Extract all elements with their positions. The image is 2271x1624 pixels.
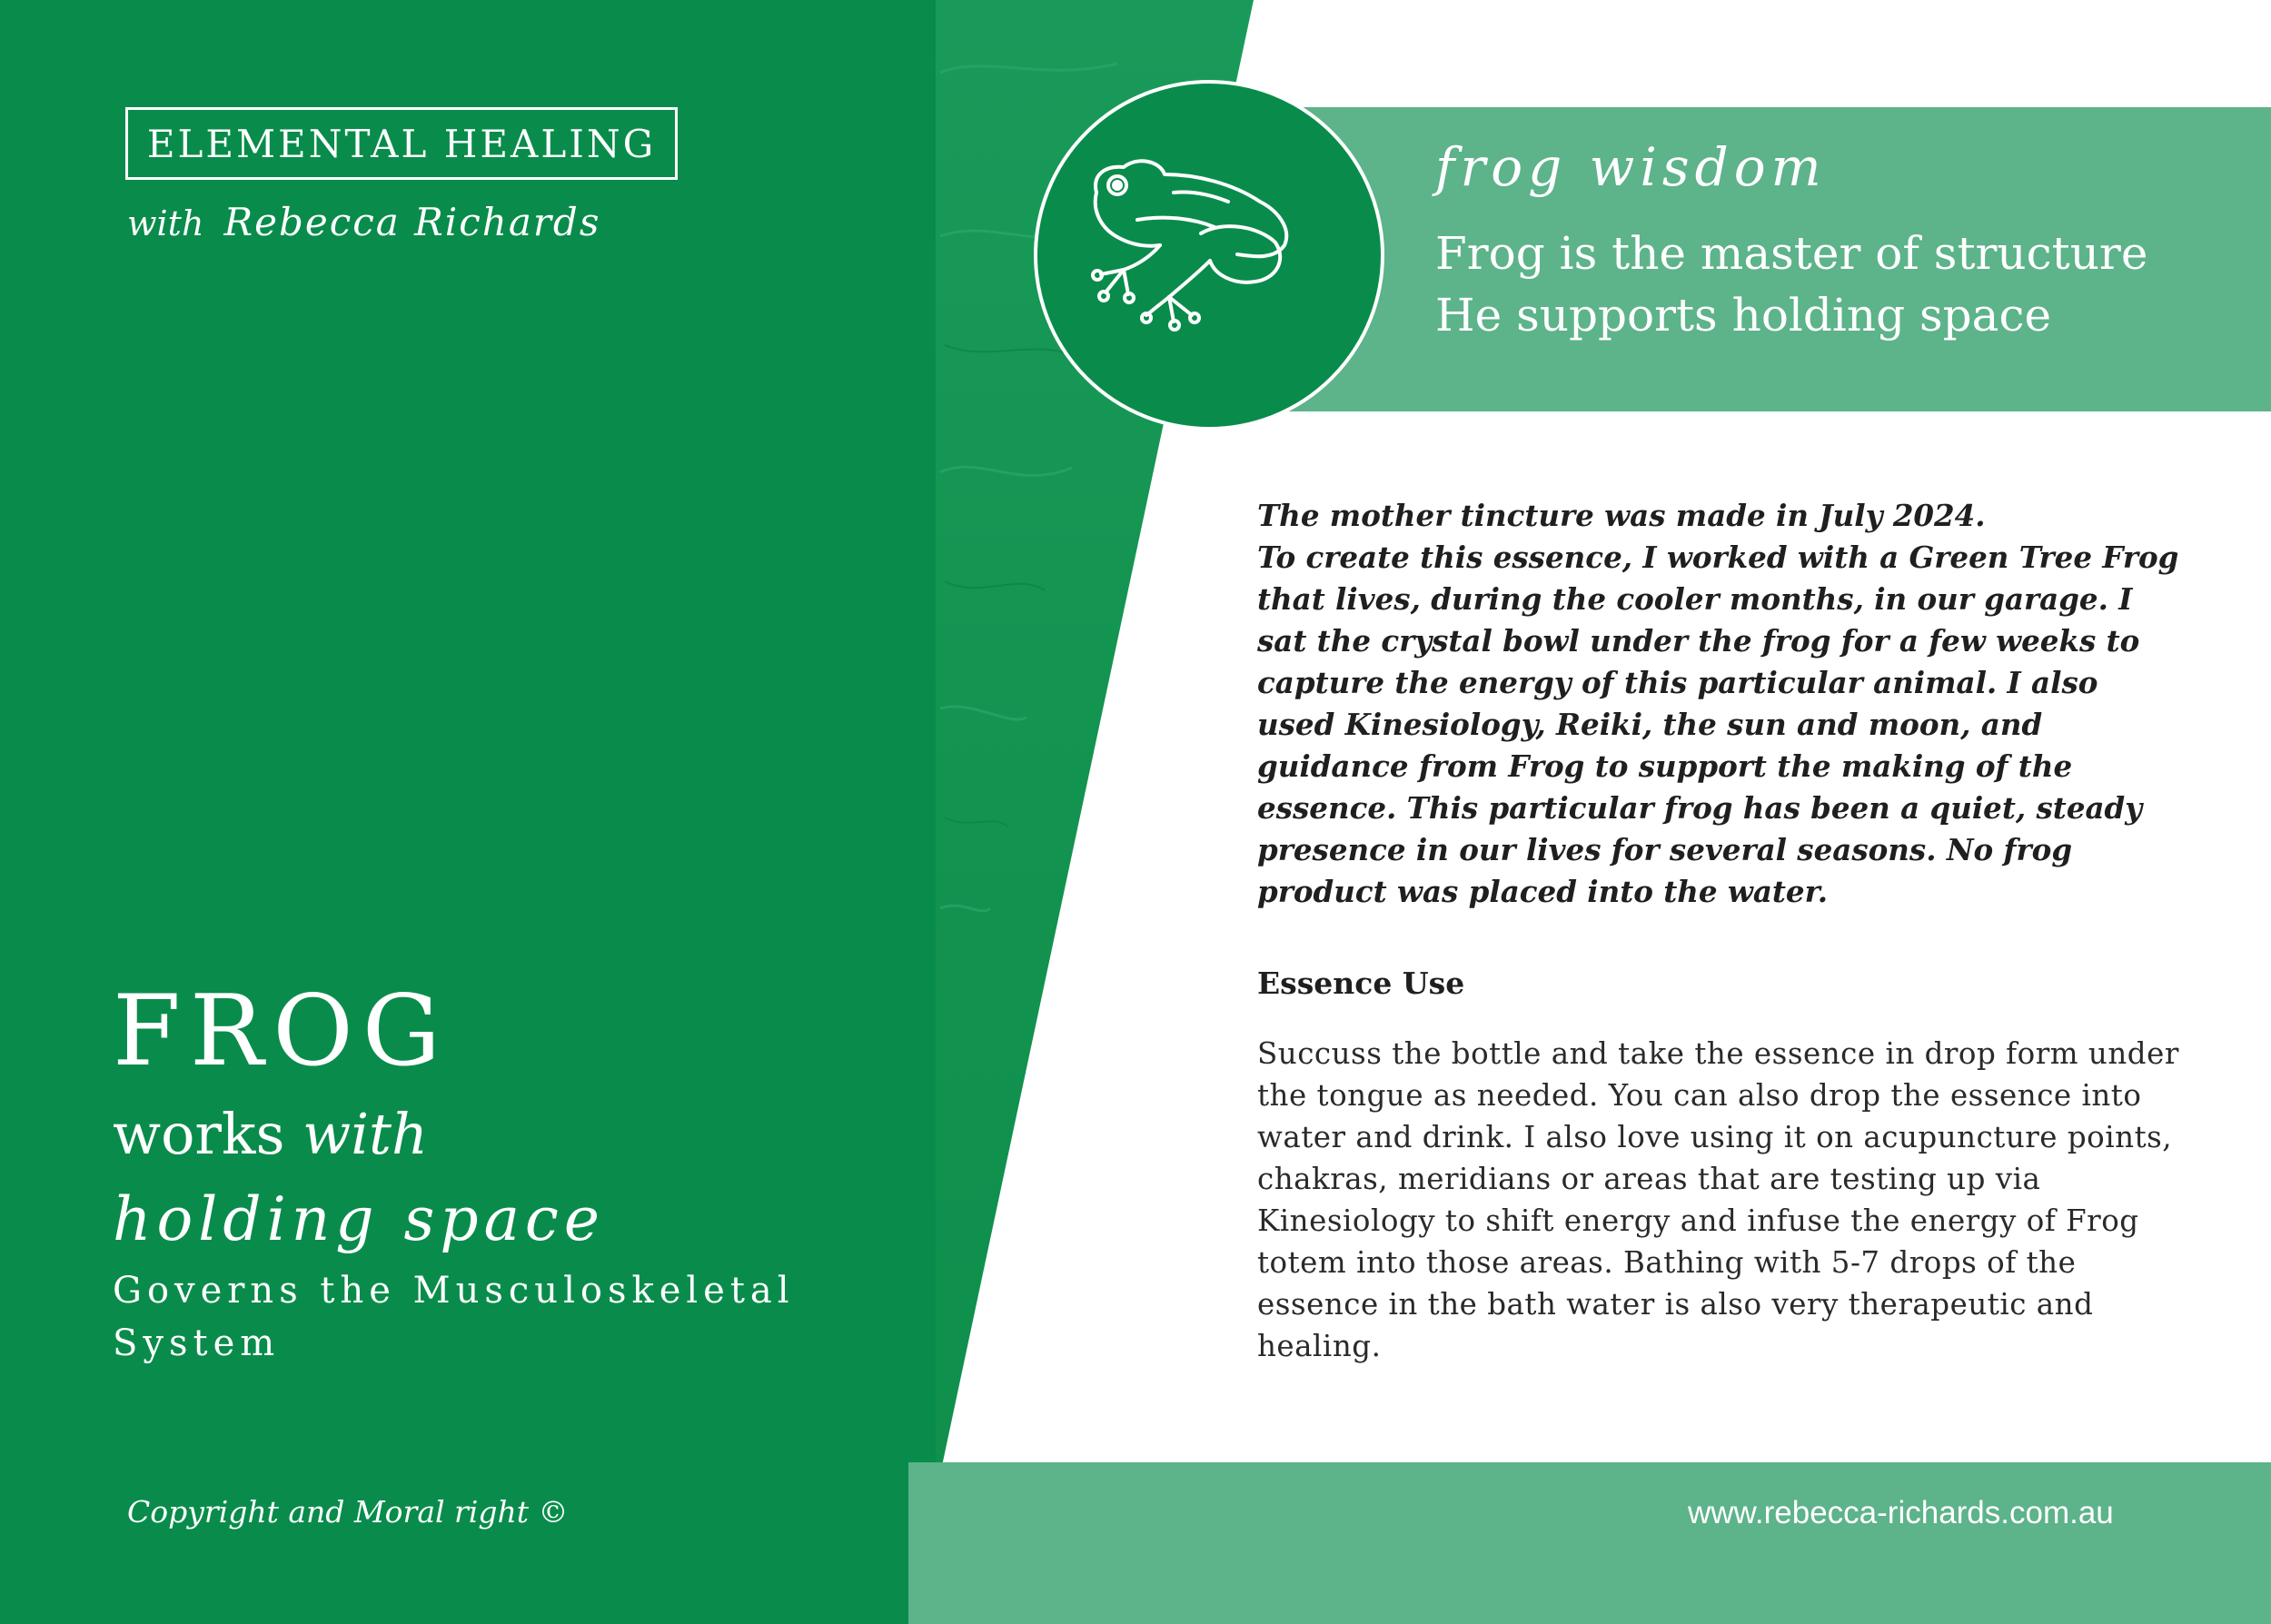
works-with-line — [113, 1101, 428, 1167]
works-with-italic: with — [302, 1101, 428, 1167]
wisdom-text — [1435, 223, 2147, 346]
essence-story — [1257, 495, 2184, 913]
governs-text: Governs the Musculoskeletal System — [113, 1270, 795, 1364]
animal-title: FROG — [113, 975, 451, 1088]
wisdom-line-1: Frog is the master of structure — [1435, 227, 2148, 280]
website-link[interactable]: www.rebecca-richards.com.au — [1688, 1495, 2114, 1530]
brand-author: Rebecca Richards — [223, 200, 601, 244]
brand-name: ELEMENTAL HEALING — [146, 121, 657, 166]
essence-use-text: Succuss the bottle and take the essence in drop form under the tongue as needed. You can also drop the essence into water and drink. I also love using it on acupuncture points, chakras, meridians or areas that are testing up via Kinesiology to shift energy and infuse the energy of Frog totem into those areas. Bathing with 5-7 drops of the essence in the bath water is also very therapeutic and healing. — [1257, 1036, 2179, 1363]
story-intro: The mother tincture was made in July 2024. — [1257, 498, 1986, 533]
wisdom-label: frog wisdom — [1435, 136, 1827, 198]
copyright-text: Copyright and Moral right © — [127, 1494, 569, 1530]
essence-use-heading: Essence Use — [1257, 965, 1465, 1001]
footer-band — [908, 1462, 2271, 1624]
focus-theme: holding space — [113, 1184, 605, 1254]
frog-emblem — [1034, 80, 1384, 431]
frog-icon — [1037, 84, 1381, 427]
works-prefix: works — [113, 1101, 285, 1167]
brand-logo-box — [125, 107, 678, 180]
brand-with-prefix: with — [127, 203, 204, 243]
story-body: To create this essence, I worked with a Green Tree Frog that lives, during the cooler months, in our garage. I sat the crystal bowl under the frog for a few weeks to capture the energy of this particular animal. I also used Kinesiology, Reiki, the sun and moon, and guidance from Frog to support the making of the essence. This particular frog has been a quiet, steady presence in our lives for several seasons. No frog product was placed into the water. — [1257, 540, 2179, 909]
wisdom-line-2: He supports holding space — [1435, 289, 2052, 342]
brand-byline — [127, 200, 600, 244]
